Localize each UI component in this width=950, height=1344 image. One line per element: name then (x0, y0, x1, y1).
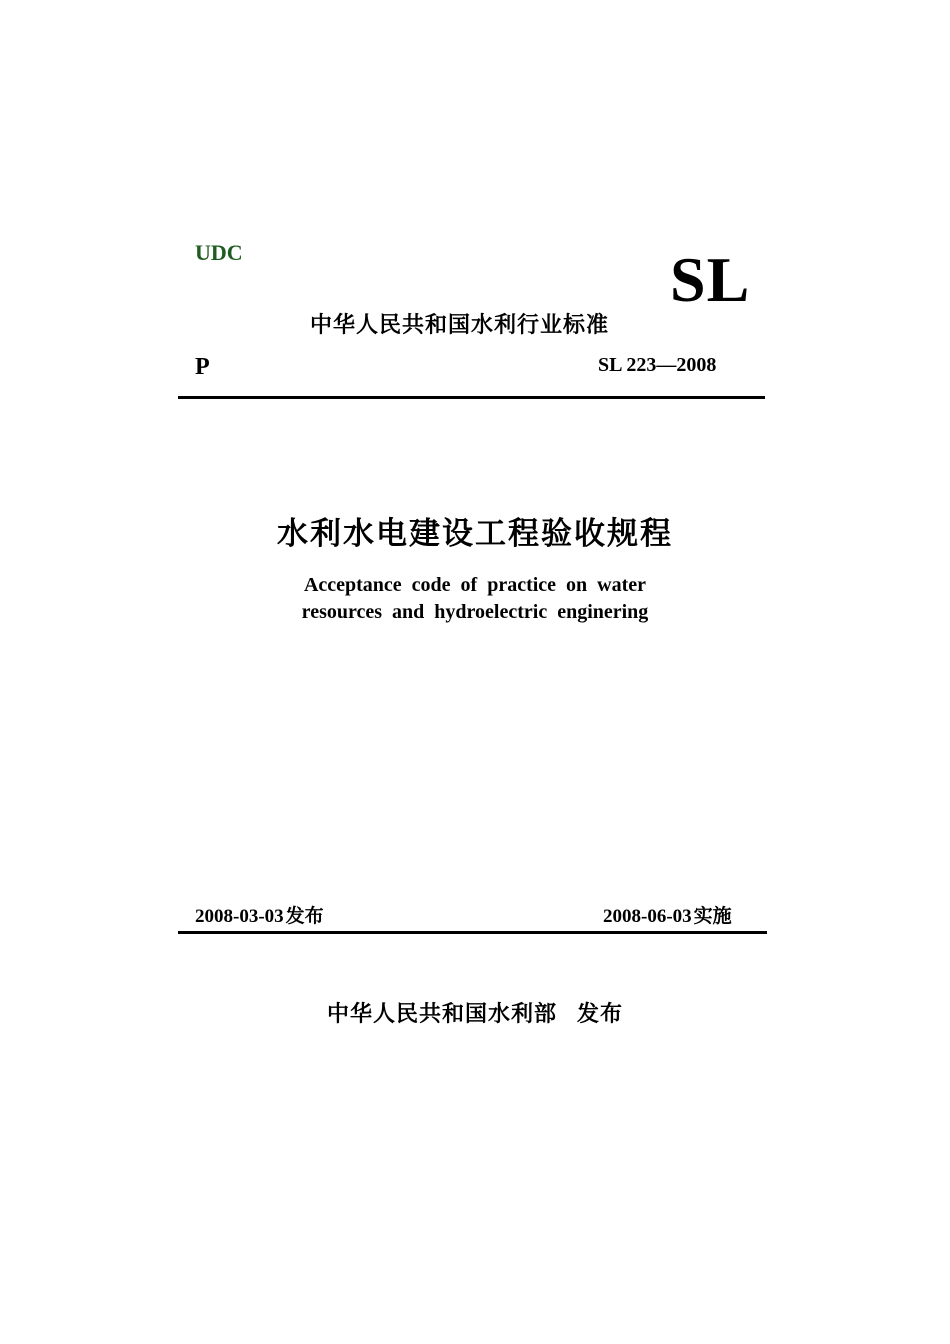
publisher-action: 发布 (577, 1002, 624, 1027)
issue-date: 2008-03-03 (195, 906, 284, 927)
english-title-line-1: Acceptance code of practice on water (303, 574, 647, 596)
standard-number: SL 223—2008 (598, 354, 717, 376)
implementation-label: 实施 (693, 905, 732, 927)
sl-standard-logo: SL (670, 244, 751, 315)
implementation-date: 2008-06-03 (603, 906, 692, 927)
implementation-date-block (603, 901, 732, 928)
industry-standard-heading: 中华人民共和国水利行业标准 (310, 313, 610, 338)
document-title-chinese: 水利水电建设工程验收规程 (277, 516, 673, 552)
issue-date-block (195, 901, 324, 928)
top-divider (178, 396, 765, 399)
english-title-line-2: resources and hydroelectric enginering (301, 601, 649, 623)
publisher-line (0, 997, 950, 1028)
document-title-english (0, 572, 950, 626)
bottom-divider (178, 931, 767, 934)
category-code: P (195, 354, 210, 380)
udc-label: UDC (195, 240, 243, 265)
issue-label: 发布 (285, 905, 324, 927)
publisher-name: 中华人民共和国水利部 (326, 1002, 557, 1027)
